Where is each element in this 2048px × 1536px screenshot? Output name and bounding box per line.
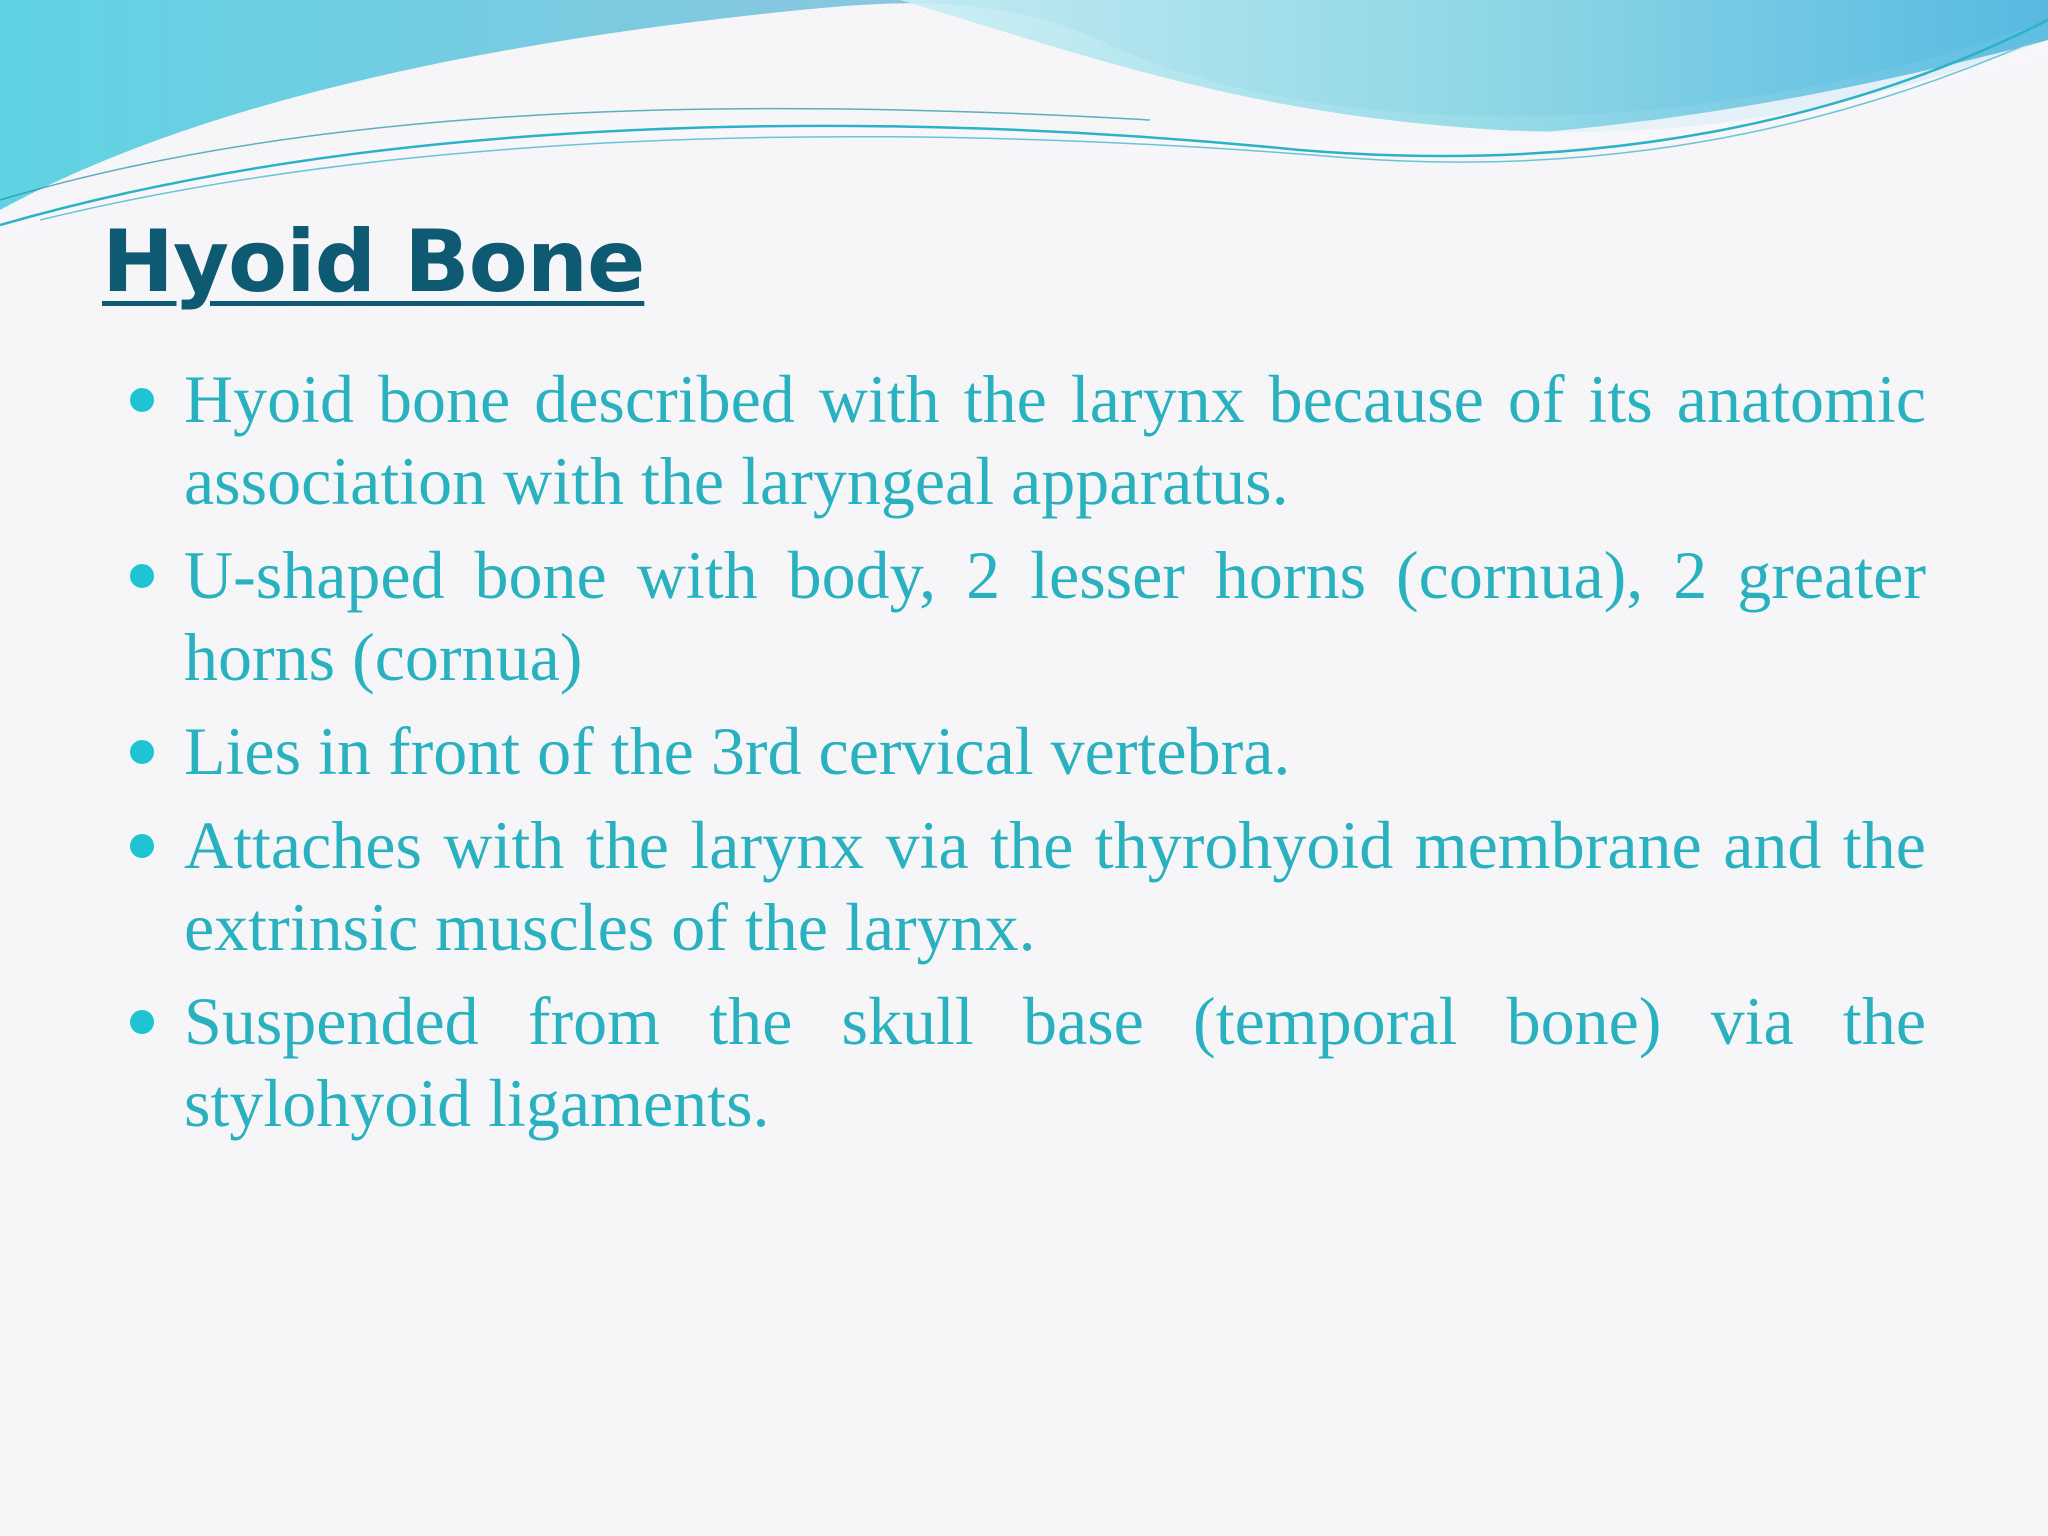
bullet-item bbox=[130, 534, 1926, 698]
bullet-text: Lies in front of the 3rd cervical vertebra. bbox=[184, 713, 1291, 789]
bullet-item bbox=[130, 980, 1926, 1144]
bullet-list bbox=[130, 358, 1926, 1156]
bullet-item bbox=[130, 710, 1926, 792]
bullet-text: U-shaped bone with body, 2 lesser horns (cornua), 2 greater horns (cornua) bbox=[184, 537, 1926, 695]
bullet-dot-icon bbox=[130, 834, 154, 858]
bullet-text: Attaches with the larynx via the thyrohyoid membrane and the extrinsic muscles of the larynx. bbox=[184, 807, 1926, 965]
bullet-dot-icon bbox=[130, 1010, 154, 1034]
bullet-dot-icon bbox=[130, 388, 154, 412]
wave-shape-right bbox=[900, 0, 2048, 132]
bullet-text: Hyoid bone described with the larynx because of its anatomic association with the laryngeal apparatus. bbox=[184, 361, 1926, 519]
slide-title: Hyoid Bone bbox=[102, 212, 645, 312]
bullet-item bbox=[130, 804, 1926, 968]
header-wave-decoration bbox=[0, 0, 2048, 240]
bullet-text: Suspended from the skull base (temporal bone) via the stylohyoid ligaments. bbox=[184, 983, 1926, 1141]
bullet-dot-icon bbox=[130, 564, 154, 588]
bullet-item bbox=[130, 358, 1926, 522]
bullet-dot-icon bbox=[130, 740, 154, 764]
